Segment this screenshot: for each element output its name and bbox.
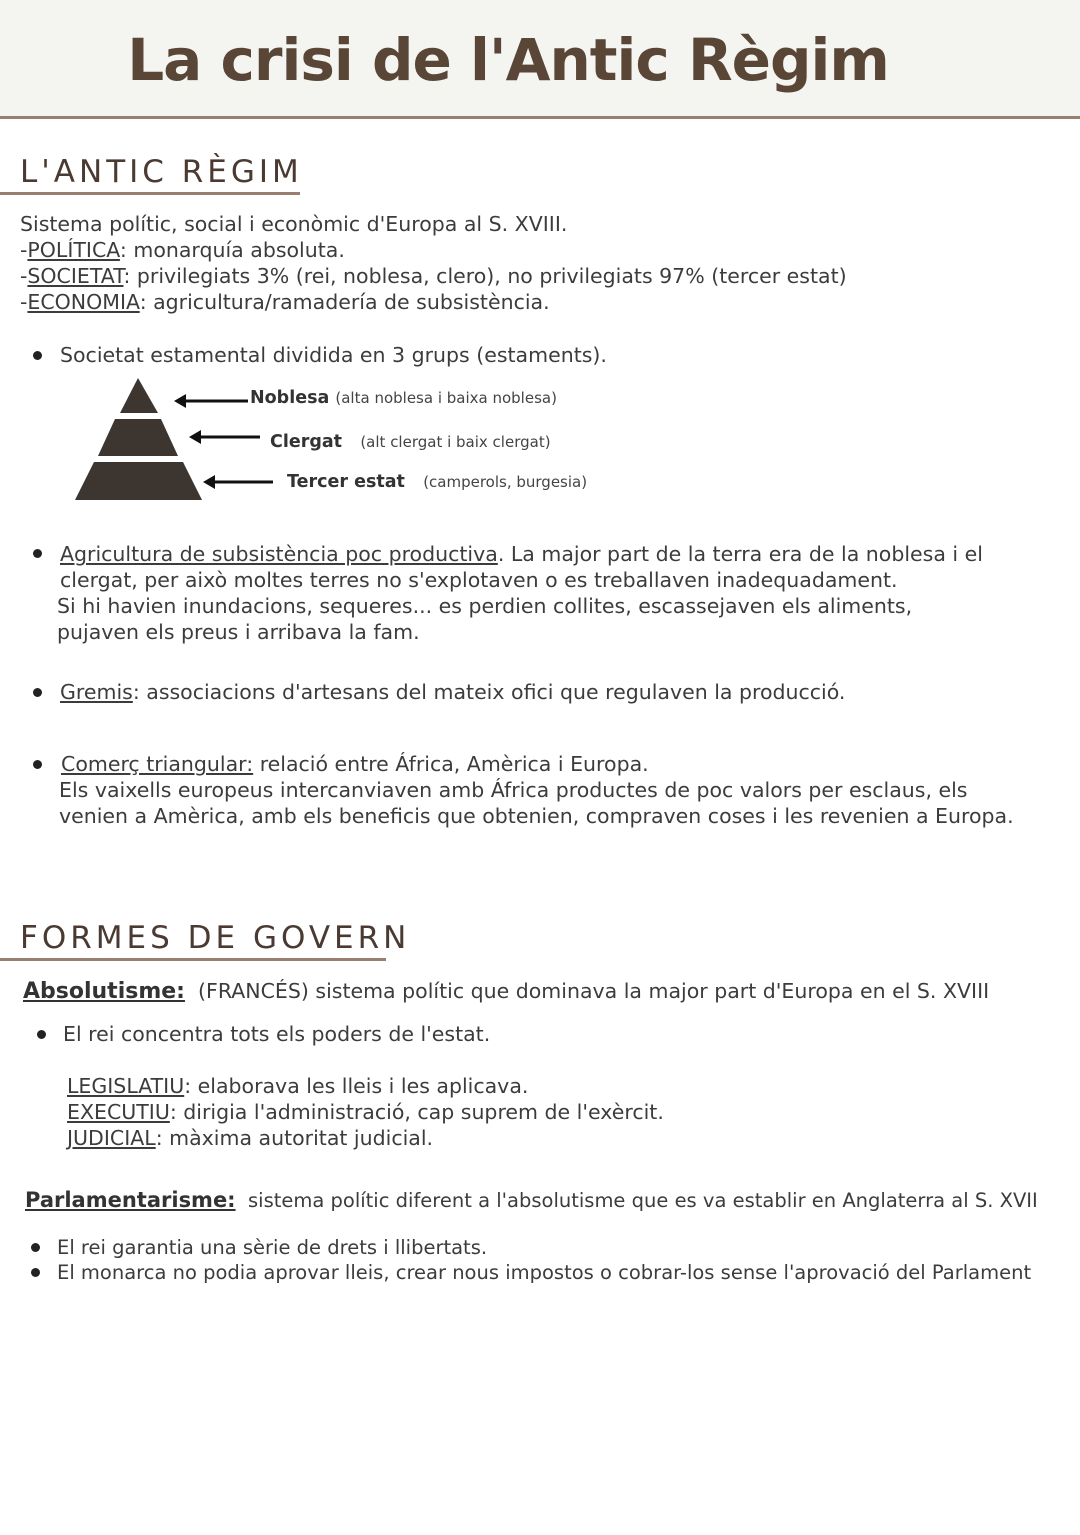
- absolutisme-bullet: El rei concentra tots els poders de l'estat.: [63, 1022, 491, 1046]
- judicial-label: JUDICIAL: [67, 1126, 156, 1150]
- parlamentarisme-label: Parlamentarisme:: [25, 1188, 236, 1212]
- bullet-estamental: Societat estamental dividida en 3 grups (estaments).: [60, 343, 607, 367]
- societat-line: -SOCIETAT: privilegiats 3% (rei, noblesa, clero), no privilegiats 97% (tercer estat): [20, 264, 847, 288]
- comerc-line-2: Els vaixells europeus intercanviaven amb África productes de poc valors per esclaus, els: [59, 778, 968, 802]
- bullet-dot: [33, 688, 42, 697]
- parlamentarisme-bullet-1: El rei garantia una sèrie de drets i llibertats.: [57, 1236, 488, 1259]
- absolutisme-label: Absolutisme:: [23, 979, 185, 1004]
- comerc-label: Comerç triangular:: [61, 752, 254, 776]
- pyramid-tier-tercer-estat: [75, 462, 202, 500]
- economia-line: -ECONOMIA: agricultura/ramadería de subsistència.: [20, 290, 550, 314]
- bullet-dot: [37, 1030, 46, 1039]
- economia-label: ECONOMIA: [27, 290, 140, 314]
- arrow-head-icon: [174, 394, 186, 408]
- section-rule: [0, 192, 300, 195]
- section-heading-formes-govern: FORMES DE GOVERN: [20, 920, 411, 956]
- page-header: [0, 0, 1080, 119]
- section-rule: [0, 958, 386, 961]
- agri-line-3: Si hi havien inundacions, sequeres... es perdien collites, escassejaven els aliments,: [57, 594, 913, 618]
- bullet-dot: [33, 351, 42, 360]
- legislatiu-label: LEGISLATIU: [67, 1074, 185, 1098]
- judicial-line: JUDICIAL: màxima autoritat judicial.: [67, 1126, 434, 1150]
- societat-label: SOCIETAT: [27, 264, 124, 288]
- parlamentarisme-line: Parlamentarisme: sistema polític diferent a l'absolutisme que es va establir en Anglaterra al S. XVII: [25, 1188, 1038, 1212]
- page-title: La crisi de l'Antic Règim: [127, 26, 889, 94]
- pyramid-tier-noblesa: [120, 378, 158, 413]
- agri-line-1: Agricultura de subsistència poc productiva. La major part de la terra era de la noblesa i el: [60, 542, 983, 566]
- arrow-head-icon: [189, 430, 201, 444]
- bullet-dot: [31, 1268, 40, 1277]
- comerc-line-1: Comerç triangular: relació entre África, Amèrica i Europa.: [61, 752, 649, 776]
- bullet-dot: [31, 1243, 40, 1252]
- arrow-head-icon: [203, 475, 215, 489]
- absolutisme-line: Absolutisme: (FRANCÉS) sistema polític que dominava la major part d'Europa en el S. XVIII: [23, 979, 990, 1004]
- agri-line-4: pujaven els preus i arribava la fam.: [57, 620, 420, 644]
- executiu-line: EXECUTIU: dirigia l'administració, cap suprem de l'exèrcit.: [67, 1100, 664, 1124]
- pyramid-tier-clergat: [98, 419, 178, 456]
- agri-line-2: clergat, per això moltes terres no s'explotaven o es treballaven inadequadament.: [60, 568, 898, 592]
- legislatiu-line: LEGISLATIU: elaborava les lleis i les aplicava.: [67, 1074, 529, 1098]
- bullet-dot: [33, 760, 42, 769]
- pyramid-label-noblesa: Noblesa (alta noblesa i baixa noblesa): [250, 388, 557, 408]
- gremis-label: Gremis: [60, 680, 133, 704]
- politica-label: POLÍTICA: [27, 238, 120, 262]
- pyramid-label-tercer-estat: Tercer estat (camperols, burgesia): [287, 472, 588, 492]
- section-heading-antic-regim: L'ANTIC RÈGIM: [20, 154, 303, 190]
- politica-line: -POLÍTICA: monarquía absoluta.: [20, 238, 345, 262]
- parlamentarisme-bullet-2: El monarca no podia aprovar lleis, crear nous impostos o cobrar-los sense l'aprovació del Parlament: [57, 1261, 1032, 1284]
- intro-line: Sistema polític, social i econòmic d'Europa al S. XVIII.: [20, 212, 568, 236]
- gremis-line: Gremis: associacions d'artesans del mateix ofici que regulaven la producció.: [60, 680, 846, 704]
- pyramid-label-clergat: Clergat (alt clergat i baix clergat): [270, 432, 551, 452]
- agri-label: Agricultura de subsistència poc productiva: [60, 542, 498, 566]
- comerc-line-3: venien a Amèrica, amb els beneficis que obtenien, compraven coses i les revenien a Europa.: [59, 804, 1014, 828]
- executiu-label: EXECUTIU: [67, 1100, 170, 1124]
- bullet-dot: [33, 549, 42, 558]
